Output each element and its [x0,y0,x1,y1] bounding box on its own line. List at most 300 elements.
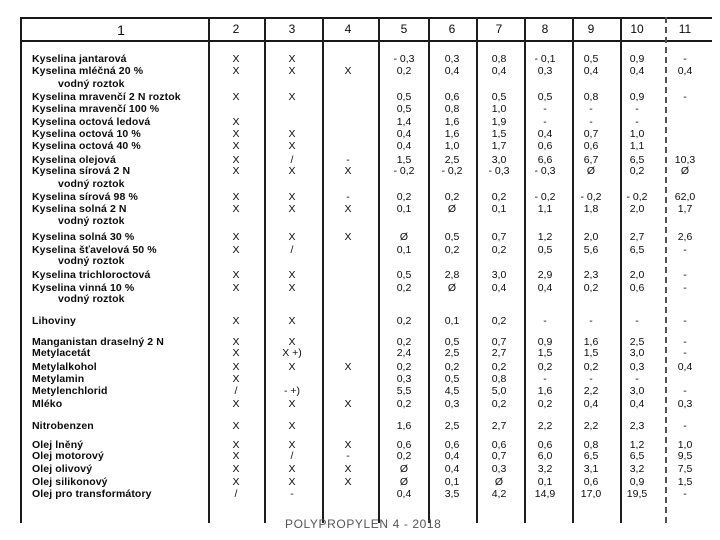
cell-col-9: 0,6 [583,140,599,152]
cell-col-3: X [288,476,296,488]
cell-col-2: X [232,231,240,243]
cell-col-9: Ø [586,165,596,177]
cell-col-10: 3,2 [629,463,645,475]
row-label: Nitrobenzen [32,420,94,432]
cell-col-5: 0,4 [396,488,412,500]
cell-col-8: 6,0 [537,450,553,462]
cell-col-2: X [232,361,240,373]
cell-col-6: 0,5 [444,373,460,385]
cell-col-8: - 0,3 [534,165,556,177]
row-label: Metylenchlorid [32,385,108,397]
cell-col-9: - [589,116,593,128]
row-label: Kyselina mléčná 20 % [32,65,144,77]
cell-col-7: 0,8 [491,53,507,65]
cell-col-2: X [232,65,240,77]
row-label: Kyselina octová 10 % [32,128,141,140]
cell-col-5: Ø [399,231,409,243]
cell-col-7: 3,0 [491,154,507,166]
cell-col-3: X [288,336,296,348]
cell-col-7: 0,6 [491,439,507,451]
cell-col-6: 0,1 [444,476,460,488]
cell-col-11: 1,5 [677,476,693,488]
cell-col-2: X [232,53,240,65]
cell-col-9: 5,6 [583,244,599,256]
cell-col-4: X [344,476,352,488]
cell-col-9: - [589,315,593,327]
cell-col-8: 6,6 [537,154,553,166]
cell-col-5: 0,2 [396,191,412,203]
cell-col-7: - 0,3 [488,165,510,177]
cell-col-9: - [589,373,593,385]
cell-col-11: 10,3 [674,154,696,166]
cell-col-4: X [344,398,352,410]
cell-col-4: X [344,65,352,77]
cell-col-11: - [683,385,687,397]
cell-col-7: 5,0 [491,385,507,397]
cell-col-3: X [288,439,296,451]
cell-col-2: X [232,91,240,103]
row-label: Kyselina olejová [32,154,116,166]
cell-col-11: - [683,53,687,65]
cell-col-7: 0,5 [491,91,507,103]
cell-col-6: 2,5 [444,420,460,432]
cell-col-2: X [232,244,240,256]
cell-col-8: 1,5 [537,347,553,359]
cell-col-3: / [290,244,294,256]
row-label: Olej motorový [32,450,104,462]
cell-col-7: 2,7 [491,347,507,359]
cell-col-6: 1,6 [444,116,460,128]
cell-col-3: X [288,361,296,373]
cell-col-6: 0,2 [444,244,460,256]
cell-col-3: / [290,154,294,166]
cell-col-5: 5,5 [396,385,412,397]
cell-col-3: X [288,269,296,281]
cell-col-4: - [346,154,350,166]
cell-col-3: X [288,282,296,294]
cell-col-5: - 0,2 [393,165,415,177]
cell-col-5: 1,4 [396,116,412,128]
cell-col-5: 1,5 [396,154,412,166]
cell-col-3: X [288,165,296,177]
cell-col-9: 0,5 [583,53,599,65]
cell-col-7: 0,2 [491,315,507,327]
cell-col-9: 2,2 [583,420,599,432]
cell-col-10: 1,2 [629,439,645,451]
footer-label: POLYPROPYLEN 4 - 2018 [285,517,442,531]
cell-col-5: 0,3 [396,373,412,385]
column-header-11: 11 [678,22,692,36]
cell-col-3: X [288,463,296,475]
cell-col-9: 3,1 [583,463,599,475]
cell-col-7: 3,0 [491,269,507,281]
cell-col-9: 2,0 [583,231,599,243]
row-label: Metylacetát [32,347,91,359]
cell-col-8: 0,5 [537,91,553,103]
cell-col-11: 1,0 [677,439,693,451]
cell-col-3: X [288,315,296,327]
cell-col-6: 1,0 [444,140,460,152]
cell-col-6: 0,2 [444,191,460,203]
cell-col-3: X [288,398,296,410]
cell-col-8: - [543,103,547,115]
cell-col-6: 2,5 [444,154,460,166]
cell-col-11: 0,4 [677,361,693,373]
cell-col-10: - [635,373,639,385]
cell-col-5: 0,5 [396,269,412,281]
cell-col-2: X [232,450,240,462]
column-header-7: 7 [495,22,503,36]
cell-col-9: 0,4 [583,65,599,77]
cell-col-8: 14,9 [534,488,556,500]
cell-col-2: X [232,463,240,475]
cell-col-8: - 0,2 [534,191,556,203]
cell-col-5: 0,5 [396,103,412,115]
cell-col-8: 0,6 [537,439,553,451]
row-label-continuation: vodný roztok [58,215,125,227]
cell-col-2: X [232,439,240,451]
cell-col-5: Ø [399,476,409,488]
cell-col-6: 0,4 [444,65,460,77]
cell-col-11: - [683,244,687,256]
row-label: Kyselina jantarová [32,53,127,65]
cell-col-5: 0,2 [396,398,412,410]
cell-col-6: 0,6 [444,91,460,103]
cell-col-5: 0,4 [396,128,412,140]
cell-col-9: 0,2 [583,282,599,294]
cell-col-3: X +) [282,347,302,359]
row-label: Olej pro transformátory [32,488,152,500]
cell-col-10: 0,3 [629,361,645,373]
cell-col-8: 0,5 [537,244,553,256]
column-header-3: 3 [288,22,296,36]
cell-col-2: X [232,191,240,203]
cell-col-6: Ø [447,203,457,215]
cell-col-5: 0,2 [396,450,412,462]
cell-col-2: X [232,373,240,385]
cell-col-11: 1,7 [677,203,693,215]
cell-col-7: 0,2 [491,361,507,373]
cell-col-5: - 0,3 [393,53,415,65]
cell-col-7: Ø [494,476,504,488]
cell-col-2: X [232,347,240,359]
cell-col-2: X [232,116,240,128]
row-label-continuation: vodný roztok [58,293,125,305]
cell-col-6: 2,8 [444,269,460,281]
cell-col-7: 0,7 [491,231,507,243]
cell-col-6: 0,6 [444,439,460,451]
cell-col-7: 0,2 [491,398,507,410]
row-label-continuation: vodný roztok [58,255,125,267]
cell-col-9: - 0,2 [580,191,602,203]
cell-col-9: 0,8 [583,91,599,103]
cell-col-6: 0,5 [444,231,460,243]
cell-col-4: X [344,463,352,475]
cell-col-7: 1,9 [491,116,507,128]
cell-col-2: X [232,165,240,177]
column-header-10: 10 [630,22,644,36]
cell-col-10: 2,7 [629,231,645,243]
cell-col-10: 2,0 [629,269,645,281]
cell-col-10: 0,4 [629,65,645,77]
cell-col-4: X [344,165,352,177]
cell-col-10: - [635,315,639,327]
cell-col-4: X [344,361,352,373]
cell-col-11: - [683,336,687,348]
column-header-2: 2 [232,22,240,36]
cell-col-7: 0,2 [491,191,507,203]
cell-col-8: 0,2 [537,398,553,410]
cell-col-7: 1,5 [491,128,507,140]
cell-col-2: X [232,203,240,215]
cell-col-10: 6,5 [629,244,645,256]
cell-col-3: X [288,91,296,103]
cell-col-7: 0,1 [491,203,507,215]
cell-col-10: - [635,116,639,128]
cell-col-10: 0,4 [629,398,645,410]
cell-col-8: 2,9 [537,269,553,281]
cell-col-10: 2,5 [629,336,645,348]
cell-col-4: X [344,439,352,451]
row-label-continuation: vodný roztok [58,78,125,90]
cell-col-11: 7,5 [677,463,693,475]
header-rule [20,40,712,42]
row-label: Manganistan draselný 2 N [32,336,164,348]
cell-col-7: 0,3 [491,463,507,475]
cell-col-11: 62,0 [674,191,696,203]
cell-col-5: Ø [399,463,409,475]
cell-col-2: X [232,269,240,281]
cell-col-5: 0,5 [396,91,412,103]
cell-col-5: 0,2 [396,282,412,294]
cell-col-3: X [288,420,296,432]
cell-col-11: - [683,269,687,281]
row-label: Kyselina mravenčí 2 N roztok [32,91,181,103]
cell-col-7: 4,2 [491,488,507,500]
cell-col-3: X [288,231,296,243]
cell-col-8: - 0,1 [534,53,556,65]
cell-col-5: 1,6 [396,420,412,432]
cell-col-6: 0,4 [444,463,460,475]
row-label: Kyselina octová ledová [32,116,151,128]
column-header-6: 6 [448,22,456,36]
cell-col-11: 9,5 [677,450,693,462]
column-divider [208,17,210,523]
cell-col-7: 1,7 [491,140,507,152]
cell-col-3: X [288,191,296,203]
cell-col-11: - [683,91,687,103]
cell-col-11: - [683,315,687,327]
cell-col-10: 3,0 [629,385,645,397]
cell-col-8: 0,9 [537,336,553,348]
column-header-1: 1 [117,22,125,38]
cell-col-3: X [288,65,296,77]
cell-col-7: 2,7 [491,420,507,432]
cell-col-11: Ø [680,165,690,177]
cell-col-7: 0,7 [491,336,507,348]
cell-col-10: 2,0 [629,203,645,215]
cell-col-9: 6,5 [583,450,599,462]
cell-col-10: 19,5 [626,488,648,500]
cell-col-2: / [234,385,238,397]
cell-col-5: 0,2 [396,315,412,327]
cell-col-3: X [288,203,296,215]
row-label: Metylamin [32,373,85,385]
cell-col-2: X [232,315,240,327]
row-label-continuation: vodný roztok [58,178,125,190]
row-label: Metylalkohol [32,361,97,373]
cell-col-10: - 0,2 [626,191,648,203]
cell-col-9: 0,8 [583,439,599,451]
cell-col-6: 0,2 [444,361,460,373]
cell-col-6: 0,1 [444,315,460,327]
cell-col-8: 0,1 [537,476,553,488]
cell-col-3: X [288,128,296,140]
row-label: Kyselina sírová 98 % [32,191,138,203]
cell-col-2: X [232,154,240,166]
cell-col-6: - 0,2 [441,165,463,177]
cell-col-4: - [346,191,350,203]
row-label: Olej silikonový [32,476,108,488]
column-header-9: 9 [587,22,595,36]
cell-col-9: 1,8 [583,203,599,215]
cell-col-11: 0,4 [677,65,693,77]
cell-col-2: X [232,398,240,410]
cell-col-5: 0,2 [396,361,412,373]
cell-col-5: 0,6 [396,439,412,451]
cell-col-9: 17,0 [580,488,602,500]
cell-col-2: X [232,420,240,432]
cell-col-5: 0,1 [396,244,412,256]
cell-col-10: 2,3 [629,420,645,432]
column-header-4: 4 [344,22,352,36]
cell-col-6: 3,5 [444,488,460,500]
cell-col-9: 2,3 [583,269,599,281]
column-header-8: 8 [541,22,549,36]
cell-col-10: 0,6 [629,282,645,294]
row-label: Kyselina octová 40 % [32,140,141,152]
cell-col-9: 2,2 [583,385,599,397]
cell-col-11: - [683,488,687,500]
cell-col-8: 0,2 [537,361,553,373]
cell-col-6: 0,8 [444,103,460,115]
column-divider [378,17,380,523]
cell-col-3: X [288,53,296,65]
cell-col-10: 3,0 [629,347,645,359]
row-label: Mléko [32,398,63,410]
cell-col-11: - [683,282,687,294]
cell-col-7: 0,4 [491,282,507,294]
cell-col-7: 0,2 [491,244,507,256]
cell-col-9: 0,7 [583,128,599,140]
cell-col-3: - +) [283,385,301,397]
cell-col-6: 0,5 [444,336,460,348]
cell-col-7: 0,8 [491,373,507,385]
cell-col-3: / [290,450,294,462]
row-label: Kyselina trichloroctová [32,269,151,281]
column-divider [322,17,324,523]
cell-col-8: - [543,116,547,128]
cell-col-8: 0,6 [537,140,553,152]
cell-col-7: 0,7 [491,450,507,462]
cell-col-2: X [232,128,240,140]
cell-col-9: 6,7 [583,154,599,166]
cell-col-10: 1,1 [629,140,645,152]
row-label: Kyselina mravenčí 100 % [32,103,160,115]
cell-col-6: 0,3 [444,398,460,410]
cell-col-10: 6,5 [629,154,645,166]
row-label: Olej lněný [32,439,84,451]
cell-col-9: 0,2 [583,361,599,373]
column-header-5: 5 [400,22,408,36]
column-divider [264,17,266,523]
cell-col-11: 0,3 [677,398,693,410]
cell-col-11: - [683,420,687,432]
row-label: Kyselina sírová 2 N [32,165,131,177]
cell-col-2: X [232,282,240,294]
row-label: Lihoviny [32,315,76,327]
cell-col-8: 0,3 [537,65,553,77]
cell-col-3: X [288,140,296,152]
cell-col-4: X [344,203,352,215]
cell-col-10: 0,9 [629,91,645,103]
cell-col-11: 2,6 [677,231,693,243]
cell-col-10: 6,5 [629,450,645,462]
cell-col-4: - [346,450,350,462]
cell-col-8: 0,4 [537,282,553,294]
row-label: Kyselina šťavelová 50 % [32,244,157,256]
cell-col-5: 0,2 [396,336,412,348]
cell-col-8: - [543,315,547,327]
cell-col-6: 4,5 [444,385,460,397]
cell-col-6: 0,4 [444,450,460,462]
cell-col-8: 1,2 [537,231,553,243]
cell-col-6: 2,5 [444,347,460,359]
cell-col-2: X [232,336,240,348]
row-label: Kyselina solná 2 N [32,203,127,215]
row-label: Kyselina solná 30 % [32,231,135,243]
cell-col-6: 1,6 [444,128,460,140]
cell-col-9: - [589,103,593,115]
cell-col-8: 2,2 [537,420,553,432]
cell-col-7: 0,4 [491,65,507,77]
cell-col-8: 0,4 [537,128,553,140]
cell-col-9: 0,6 [583,476,599,488]
cell-col-10: 0,9 [629,476,645,488]
cell-col-6: 0,3 [444,53,460,65]
cell-col-9: 1,6 [583,336,599,348]
cell-col-8: 3,2 [537,463,553,475]
cell-col-3: - [290,488,294,500]
cell-col-10: 0,2 [629,165,645,177]
row-label: Olej olivový [32,463,93,475]
cell-col-10: 0,9 [629,53,645,65]
cell-col-5: 0,2 [396,65,412,77]
cell-col-2: / [234,488,238,500]
cell-col-5: 0,1 [396,203,412,215]
cell-col-5: 2,4 [396,347,412,359]
cell-col-9: 1,5 [583,347,599,359]
cell-col-8: 1,6 [537,385,553,397]
cell-col-8: - [543,373,547,385]
cell-col-10: 1,0 [629,128,645,140]
cell-col-2: X [232,140,240,152]
cell-col-9: 0,4 [583,398,599,410]
cell-col-6: Ø [447,282,457,294]
cell-col-8: 1,1 [537,203,553,215]
cell-col-10: - [635,103,639,115]
cell-col-11: - [683,347,687,359]
